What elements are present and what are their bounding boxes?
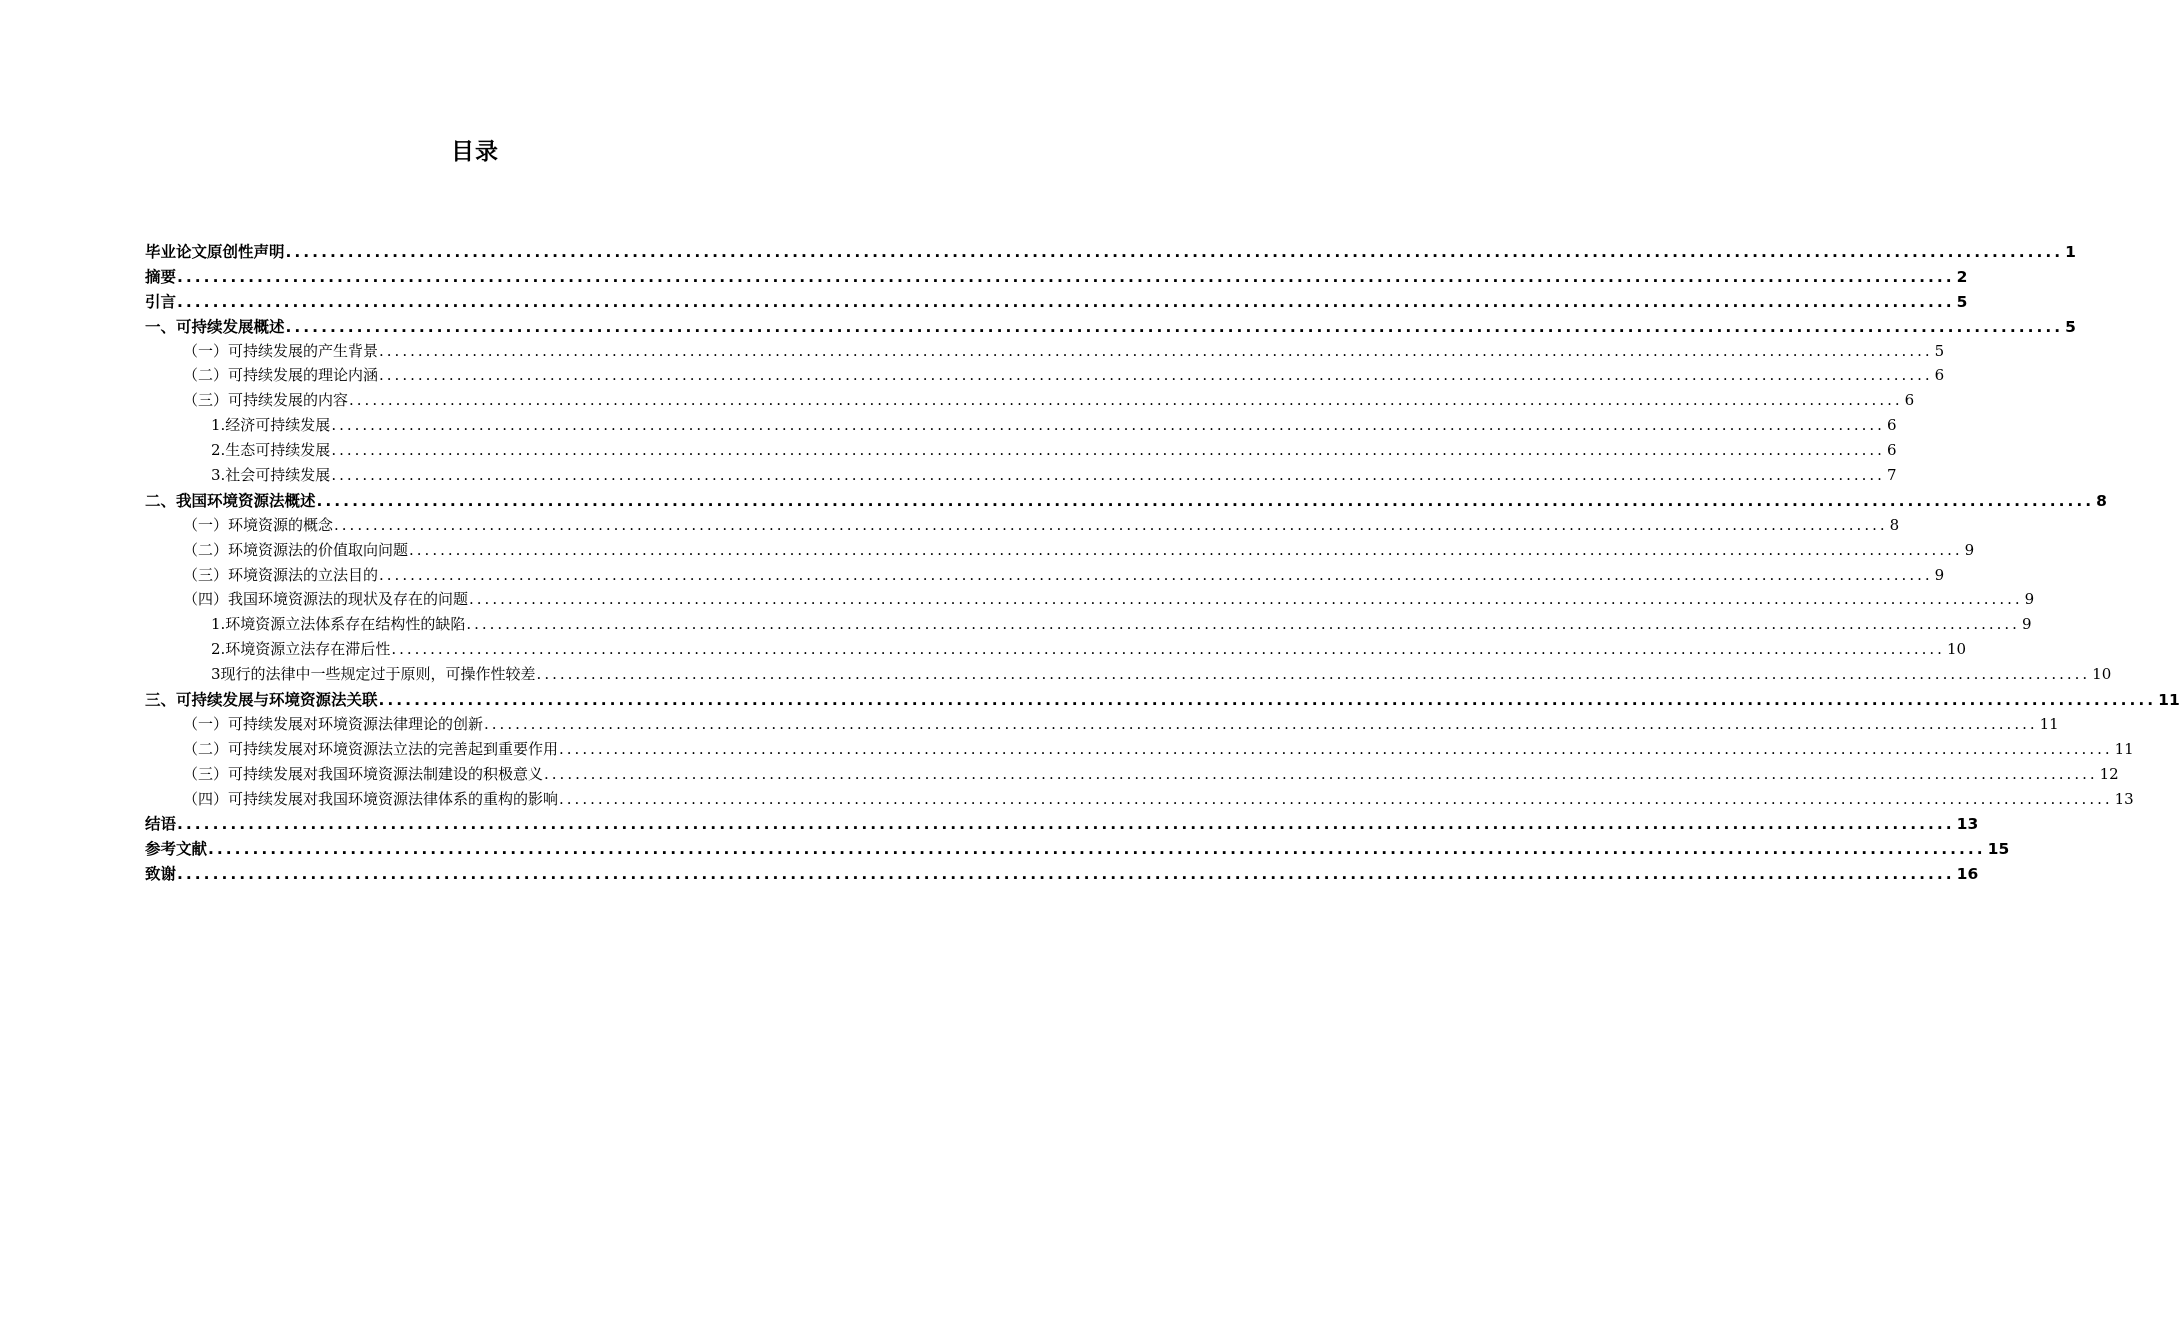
- toc-entry-page-number: 11: [2039, 714, 2059, 733]
- toc-entry-page-number: 13: [1956, 815, 1979, 834]
- toc-entry[interactable]: [145, 738, 2134, 763]
- toc-dot-leader: ........................................................................................................................................................................................................: [177, 292, 1955, 311]
- toc-dot-leader: ........................................................................................................................................................................................................: [466, 615, 2020, 634]
- toc-dot-leader: ........................................................................................................................................................................................................: [331, 441, 1885, 460]
- toc-entry[interactable]: [145, 763, 2119, 788]
- toc-entry[interactable]: [145, 837, 2010, 862]
- toc-entry-label: 摘要: [145, 267, 177, 286]
- toc-entry-label: （三）环境资源法的立法目的: [183, 565, 379, 584]
- toc-entry[interactable]: [145, 489, 2107, 514]
- toc-entry-label: 1.环境资源立法体系存在结构性的缺陷: [211, 615, 466, 634]
- toc-entry[interactable]: [145, 340, 1945, 365]
- toc-entry-page-number: 6: [1886, 416, 1897, 435]
- toc-entry[interactable]: [145, 539, 1975, 564]
- toc-entry-label: 2.生态可持续发展: [211, 441, 331, 460]
- toc-entry[interactable]: [145, 290, 1968, 315]
- toc-entry-page-number: 9: [1964, 540, 1975, 559]
- toc-dot-leader: ........................................................................................................................................................................................................: [331, 416, 1885, 435]
- toc-entry-label: （二）可持续发展的理论内涵: [183, 366, 379, 385]
- toc-entry-page-number: 10: [1946, 640, 1967, 659]
- toc-entry-page-number: 9: [2024, 590, 2035, 609]
- toc-entry-page-number: 8: [2096, 491, 2107, 510]
- toc-entry-label: 一、可持续发展概述: [145, 317, 285, 336]
- toc-dot-leader: ........................................................................................................................................................................................................: [177, 865, 1955, 884]
- toc-entry-label: 参考文献: [145, 840, 208, 859]
- toc-entry[interactable]: [145, 613, 2032, 638]
- toc-entry-label: （一）可持续发展对环境资源法律理论的创新: [183, 714, 484, 733]
- toc-dot-leader: ........................................................................................................................................................................................................: [349, 391, 1903, 410]
- toc-entry-label: 毕业论文原创性声明: [145, 243, 285, 261]
- toc-entry[interactable]: [145, 638, 1967, 663]
- toc-entry-page-number: 16: [1956, 865, 1979, 884]
- toc-entry-label: 3现行的法律中一些规定过于原则，可操作性较差: [211, 665, 536, 684]
- toc-entry-page-number: 6: [1904, 391, 1915, 410]
- toc-entry-label: （四）可持续发展对我国环境资源法律体系的重构的影响: [183, 789, 559, 808]
- toc-dot-leader: ........................................................................................................................................................................................................: [177, 815, 1955, 834]
- toc-entry-label: （三）可持续发展的内容: [183, 391, 349, 410]
- toc-dot-leader: ........................................................................................................................................................................................................: [469, 590, 2023, 609]
- toc-entry-page-number: 15: [1987, 840, 2010, 859]
- toc-dot-leader: ........................................................................................................................................................................................................: [484, 714, 2038, 733]
- toc-entry-page-number: 11: [2114, 739, 2134, 758]
- toc-entry[interactable]: [145, 564, 1945, 589]
- toc-entry[interactable]: [145, 514, 1900, 539]
- toc-entry[interactable]: [145, 812, 1979, 837]
- page-title: 目录: [451, 139, 499, 165]
- toc-entry-page-number: 6: [1886, 441, 1897, 460]
- toc-entry[interactable]: [145, 663, 2112, 688]
- toc-dot-leader: ........................................................................................................................................................................................................: [379, 366, 1933, 385]
- toc-entry-page-number: 11: [2158, 691, 2180, 710]
- toc-entry-page-number: 1: [2065, 243, 2076, 261]
- toc-entry-label: （二）可持续发展对环境资源法立法的完善起到重要作用: [183, 739, 559, 758]
- toc-entry-page-number: 9: [2021, 615, 2032, 634]
- toc-dot-leader: ........................................................................................................................................................................................................: [559, 739, 2113, 758]
- toc-entry[interactable]: [145, 315, 2076, 340]
- toc-entry-label: 二、我国环境资源法概述: [145, 491, 316, 510]
- toc-dot-leader: ........................................................................................................................................................................................................: [379, 341, 1933, 360]
- toc-entry-page-number: 8: [1889, 515, 1900, 534]
- toc-entry-page-number: 5: [1934, 341, 1945, 360]
- toc-entry[interactable]: [145, 364, 1945, 389]
- toc-entry[interactable]: [145, 414, 1897, 439]
- toc-entry-page-number: 5: [2065, 317, 2076, 336]
- toc-entry[interactable]: [145, 439, 1897, 464]
- toc-entry-label: 1.经济可持续发展: [211, 416, 331, 435]
- toc-dot-leader: ........................................................................................................................................................................................................: [544, 764, 2098, 783]
- toc-dot-leader: ........................................................................................................................................................................................................: [409, 540, 1963, 559]
- toc-entry-label: （一）可持续发展的产生背景: [183, 341, 379, 360]
- toc-entry-page-number: 6: [1934, 366, 1945, 385]
- toc-dot-leader: ........................................................................................................................................................................................................: [378, 691, 2157, 710]
- table-of-contents: [145, 240, 2180, 887]
- toc-entry[interactable]: [145, 464, 1897, 489]
- toc-dot-leader: ........................................................................................................................................................................................................: [559, 789, 2113, 808]
- toc-entry-page-number: 10: [2092, 665, 2112, 684]
- toc-dot-leader: ........................................................................................................................................................................................................: [285, 317, 2064, 336]
- toc-dot-leader: ........................................................................................................................................................................................................: [334, 515, 1888, 534]
- toc-entry-page-number: 12: [2099, 764, 2119, 783]
- toc-entry-label: （二）环境资源法的价值取向问题: [183, 540, 409, 559]
- toc-entry-label: 引言: [145, 292, 177, 311]
- toc-entry-page-number: 13: [2114, 789, 2134, 808]
- toc-dot-leader: ........................................................................................................................................................................................................: [331, 466, 1885, 485]
- toc-dot-leader: ........................................................................................................................................................................................................: [379, 565, 1933, 584]
- toc-entry[interactable]: [145, 240, 2076, 265]
- toc-entry-page-number: 9: [1934, 565, 1945, 584]
- toc-entry-label: （四）我国环境资源法的现状及存在的问题: [183, 590, 469, 609]
- toc-entry[interactable]: [145, 788, 2134, 813]
- toc-entry-label: 结语: [145, 815, 177, 834]
- toc-dot-leader: ........................................................................................................................................................................................................: [536, 665, 2091, 684]
- toc-entry[interactable]: [145, 588, 2035, 613]
- toc-entry[interactable]: [145, 862, 1979, 887]
- toc-entry-page-number: 5: [1956, 292, 1968, 311]
- toc-entry-page-number: 7: [1886, 466, 1897, 485]
- toc-entry-label: （三）可持续发展对我国环境资源法制建设的积极意义: [183, 764, 544, 783]
- toc-entry[interactable]: [145, 389, 1915, 414]
- toc-entry-label: （一）环境资源的概念: [183, 515, 334, 534]
- toc-dot-leader: ........................................................................................................................................................................................................: [391, 640, 1945, 659]
- toc-entry[interactable]: [145, 265, 1968, 290]
- toc-entry-label: 三、可持续发展与环境资源法关联: [145, 691, 378, 710]
- toc-entry-label: 致谢: [145, 865, 177, 884]
- toc-dot-leader: ........................................................................................................................................................................................................: [208, 840, 1986, 859]
- toc-entry-label: 2.环境资源立法存在滞后性: [211, 640, 391, 659]
- toc-entry-page-number: 2: [1956, 267, 1968, 286]
- toc-dot-leader: ........................................................................................................................................................................................................: [177, 267, 1955, 286]
- toc-dot-leader: ........................................................................................................................................................................................................: [285, 243, 2064, 261]
- toc-entry-label: 3.社会可持续发展: [211, 466, 331, 485]
- toc-entry[interactable]: [145, 688, 2180, 713]
- toc-dot-leader: ........................................................................................................................................................................................................: [316, 491, 2095, 510]
- toc-entry[interactable]: [145, 713, 2059, 738]
